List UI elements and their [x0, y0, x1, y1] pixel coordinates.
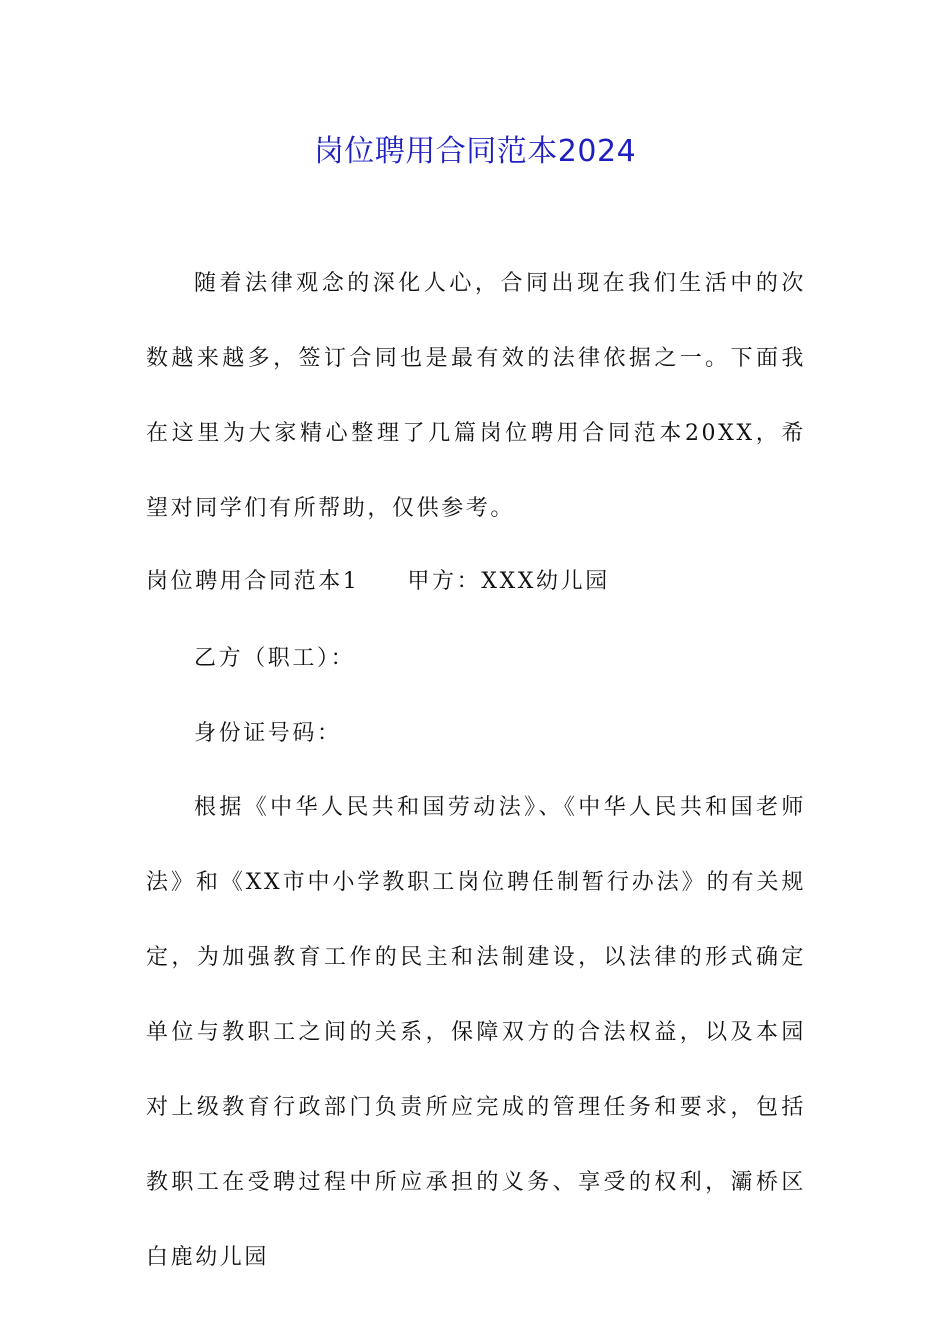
party-b: 乙方（职工）： — [194, 646, 356, 671]
document-title: 岗位聘用合同范本2024 — [313, 134, 637, 169]
body-block — [146, 770, 806, 1295]
id-number-label: 身份证号码： — [194, 721, 342, 746]
body-paragraph: 根据《中华人民共和国劳动法》、《中华人民共和国老师法》和《XX市中小学教职工岗位聘任制暂行办法》的有关规定，为加强教育工作的民主和法制建设，以法律的形式确定单位与教职工之间的关系，保障双方的合法权益，以及本园对上级教育行政部门负责所应完成的管理任务和要求，包括教职工在受聘过程中所应承担的义务、享受的权利，灞桥区白鹿幼儿园 — [146, 795, 806, 1270]
intro-block — [146, 246, 806, 546]
section-heading-line — [146, 566, 610, 598]
party-a: 甲方：XXX幼儿园 — [407, 569, 610, 594]
section-heading: 岗位聘用合同范本1 — [146, 569, 360, 594]
intro-paragraph: 随着法律观念的深化人心，合同出现在我们生活中的次数越来越多，签订合同也是最有效的法律依据之一。下面我在这里为大家精心整理了几篇岗位聘用合同范本20XX，希望对同学们有所帮助，仅供参考。 — [146, 271, 806, 521]
